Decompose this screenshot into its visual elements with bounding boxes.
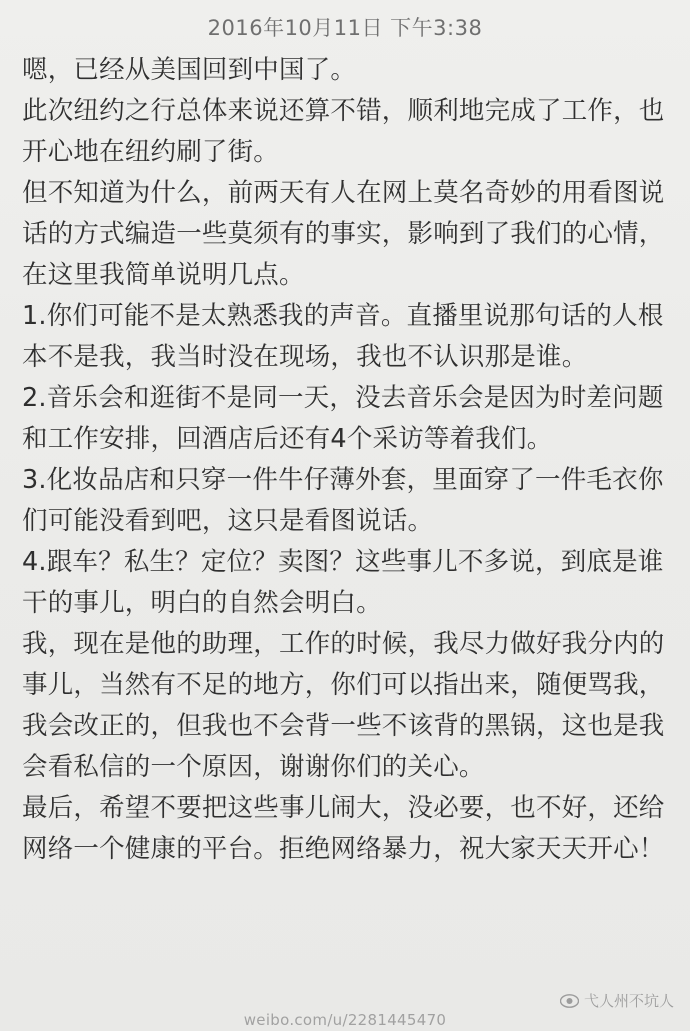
post-paragraph: 最后，希望不要把这些事儿闹大，没必要，也不好，还给网络一个健康的平台。拒绝网络暴力，祝大家天天开心！: [22, 793, 665, 864]
watermark-url: weibo.com/u/2281445470: [243, 1011, 447, 1029]
post-paragraph: 2.音乐会和逛街不是同一天，没去音乐会是因为时差问题和工作安排，回酒店后还有4个采访等着我们。: [22, 383, 664, 454]
post-paragraph: 嗯，已经从美国回到中国了。: [22, 55, 357, 85]
watermark-handle-text: 弋人州不坑人: [583, 992, 674, 1010]
post-body: [22, 50, 668, 870]
watermark-account: [560, 990, 674, 1011]
watermark-footer: [0, 991, 690, 1031]
post-paragraph: 3.化妆品店和只穿一件牛仔薄外套，里面穿了一件毛衣你们可能没看到吧，这只是看图说话。: [22, 465, 664, 536]
post-paragraph: 1.你们可能不是太熟悉我的声音。直播里说那句话的人根本不是我，我当时没在现场，我也不认识那是谁。: [22, 301, 664, 372]
post-paragraph: 我，现在是他的助理，工作的时候，我尽力做好我分内的事儿，当然有不足的地方，你们可以指出来，随便骂我，我会改正的，但我也不会背一些不该背的黑锅，这也是我会看私信的一个原因，谢谢你们的关心。: [22, 629, 665, 782]
post-paragraph: 但不知道为什么，前两天有人在网上莫名奇妙的用看图说话的方式编造一些莫须有的事实，影响到了我们的心情，在这里我简单说明几点。: [22, 178, 665, 290]
post-timestamp: 2016年10月11日 下午3:38: [207, 16, 483, 40]
post-paragraph: 此次纽约之行总体来说还算不错，顺利地完成了工作，也开心地在纽约刷了街。: [22, 96, 665, 167]
post-paragraph: 4.跟车？私生？定位？卖图？这些事儿不多说，到底是谁干的事儿，明白的自然会明白。: [22, 547, 664, 618]
weibo-eye-icon: [560, 993, 579, 1009]
